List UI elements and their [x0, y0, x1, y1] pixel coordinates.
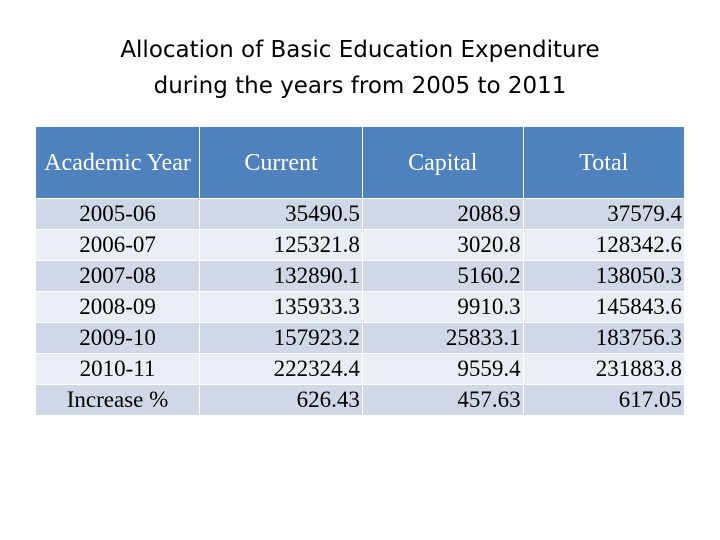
table-row — [36, 354, 684, 385]
cell-total: 231883.8 — [523, 354, 684, 385]
cell-current: 135933.3 — [200, 292, 363, 323]
cell-capital: 25833.1 — [362, 323, 523, 354]
cell-total: 138050.3 — [523, 261, 684, 292]
slide-title — [0, 32, 720, 104]
cell-year: 2005-06 — [36, 199, 200, 230]
cell-year: 2009-10 — [36, 323, 200, 354]
header-academic-year: Academic Year — [36, 127, 200, 199]
table-row — [36, 199, 684, 230]
cell-current: 222324.4 — [200, 354, 363, 385]
cell-year: 2006-07 — [36, 230, 200, 261]
cell-total: 37579.4 — [523, 199, 684, 230]
cell-capital: 457.63 — [362, 385, 523, 416]
cell-total: 183756.3 — [523, 323, 684, 354]
header-total: Total — [523, 127, 684, 199]
expenditure-table — [36, 127, 684, 415]
cell-current: 157923.2 — [200, 323, 363, 354]
cell-current: 626.43 — [200, 385, 363, 416]
table-row-increase — [36, 385, 684, 416]
cell-capital: 9910.3 — [362, 292, 523, 323]
title-line-1: Allocation of Basic Education Expenditure — [120, 37, 600, 63]
cell-total: 145843.6 — [523, 292, 684, 323]
cell-capital: 5160.2 — [362, 261, 523, 292]
table-row — [36, 292, 684, 323]
table-row — [36, 230, 684, 261]
header-current: Current — [200, 127, 363, 199]
cell-year: 2008-09 — [36, 292, 200, 323]
table-row — [36, 261, 684, 292]
table-header-row — [36, 127, 684, 199]
title-line-2: during the years from 2005 to 2011 — [153, 73, 567, 99]
table-row — [36, 323, 684, 354]
header-capital: Capital — [362, 127, 523, 199]
cell-capital: 9559.4 — [362, 354, 523, 385]
cell-capital: 2088.9 — [362, 199, 523, 230]
cell-total: 128342.6 — [523, 230, 684, 261]
cell-current: 35490.5 — [200, 199, 363, 230]
cell-current: 125321.8 — [200, 230, 363, 261]
cell-year: 2010-11 — [36, 354, 200, 385]
cell-total: 617.05 — [523, 385, 684, 416]
cell-current: 132890.1 — [200, 261, 363, 292]
cell-year: Increase % — [36, 385, 200, 416]
cell-capital: 3020.8 — [362, 230, 523, 261]
cell-year: 2007-08 — [36, 261, 200, 292]
